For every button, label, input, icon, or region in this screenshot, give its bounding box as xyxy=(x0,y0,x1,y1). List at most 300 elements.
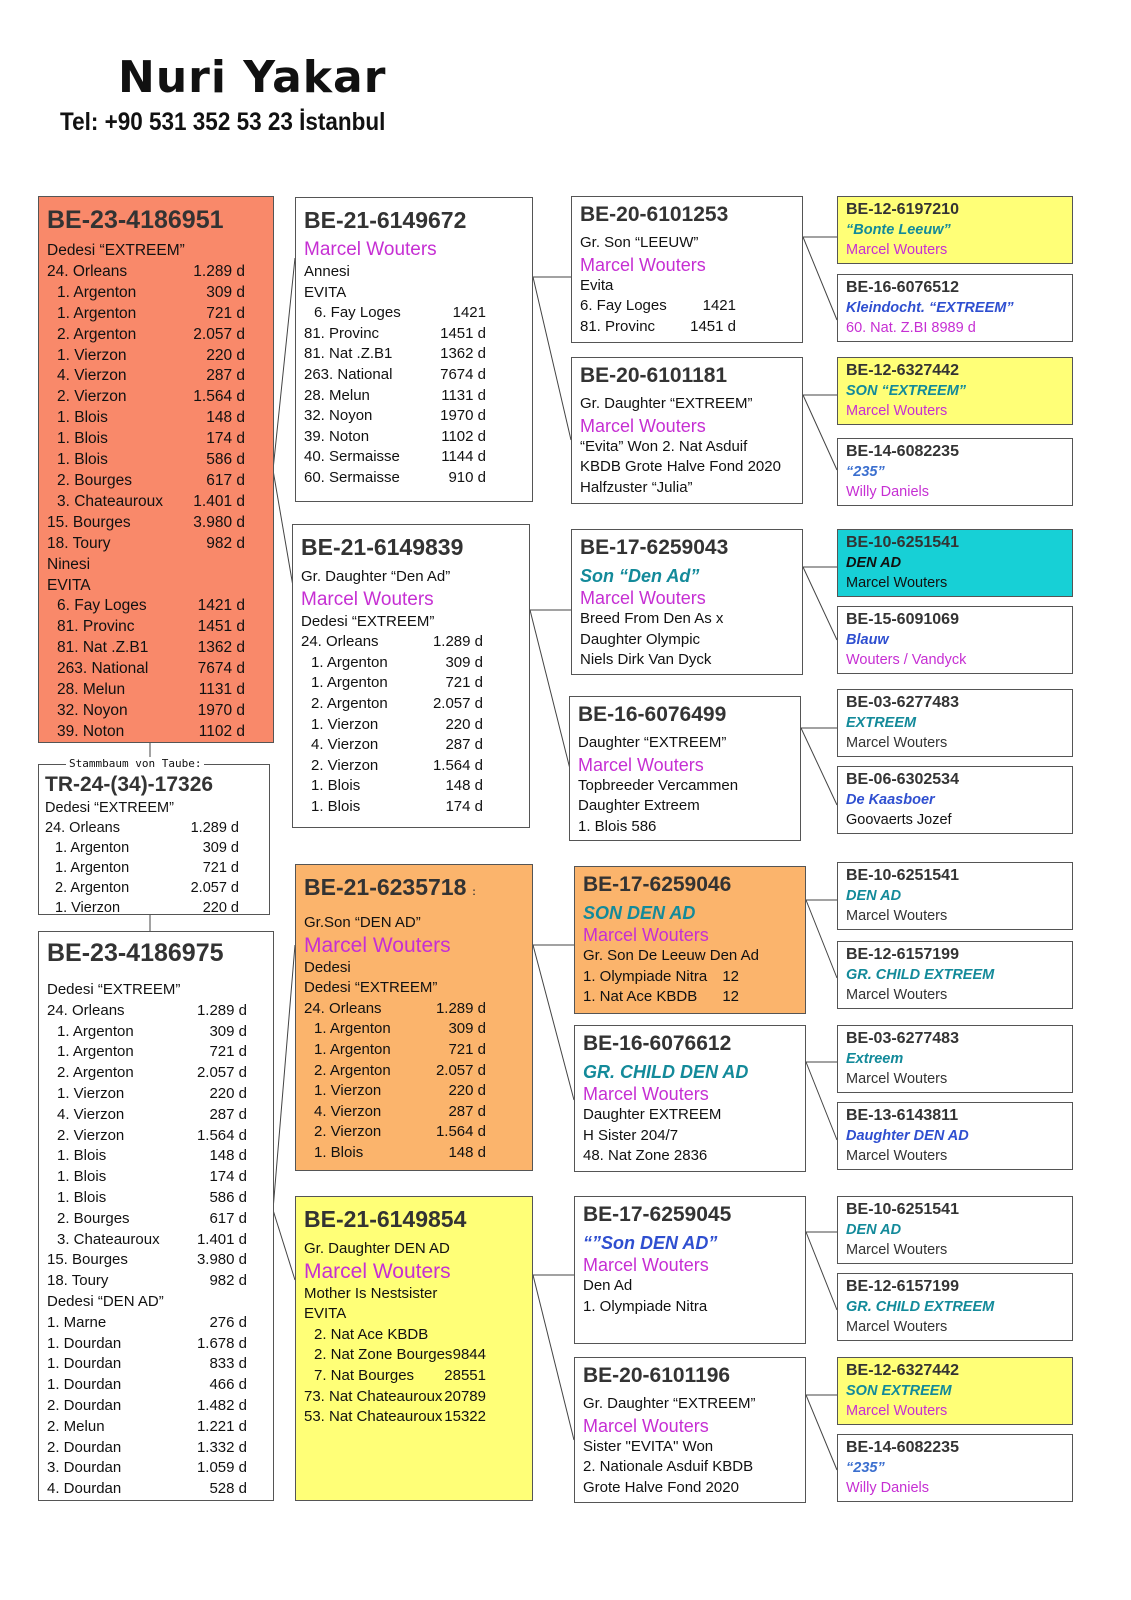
result-distance: 287 d xyxy=(206,367,245,385)
gen1-descr: Gr.Son “DEN AD” xyxy=(304,914,421,931)
result-row xyxy=(47,366,245,387)
gen3-name: Blauw xyxy=(846,632,889,648)
gen2-descr: Gr. Daughter “EXTREEM” xyxy=(583,1395,756,1412)
result-row xyxy=(304,386,486,407)
result-distance: 721 d xyxy=(448,1040,486,1058)
result-distance: 1.564 d xyxy=(435,1123,486,1141)
result-race: 39. Noton xyxy=(304,427,370,445)
result-race: 4. Vierzon xyxy=(314,1102,382,1120)
result-distance: 309 d xyxy=(209,1022,247,1040)
result-row xyxy=(47,283,245,304)
result-race: 3. Chateauroux xyxy=(57,492,163,510)
result-distance: 1144 d xyxy=(441,448,486,466)
gen3-breeder: Marcel Wouters xyxy=(846,1319,948,1335)
gen3-breeder: Marcel Wouters xyxy=(846,242,948,258)
gen3-ring-number: BE-12-6327442 xyxy=(846,362,959,379)
result-distance: 220 d xyxy=(206,346,245,364)
gen3-breeder: Marcel Wouters xyxy=(846,1148,948,1164)
gen3-ring-number: BE-14-6082235 xyxy=(846,443,959,460)
result-race: 2. Dourdan xyxy=(47,1438,122,1456)
gen3-name: SON EXTREEM xyxy=(846,1383,952,1399)
result-race: 1. Argenton xyxy=(55,840,130,856)
gen3-ring-number: BE-10-6251541 xyxy=(846,867,959,884)
result-distance: 1.289 d xyxy=(435,999,486,1017)
gen1-line: Annesi xyxy=(304,263,350,280)
gen2-line: Daughter Extreem xyxy=(578,797,700,814)
gen2-ring-number: BE-17-6259046 xyxy=(583,873,732,896)
gen3-ring-number: BE-06-6302534 xyxy=(846,771,959,788)
result-race: 6. Fay Loges xyxy=(314,304,401,322)
result-race: 28. Melun xyxy=(304,386,370,404)
result-race: 1. Vierzon xyxy=(311,715,379,733)
result-row xyxy=(47,1396,247,1417)
gen3-name: GR. CHILD EXTREEM xyxy=(846,1299,995,1315)
gen3-name: GR. CHILD EXTREEM xyxy=(846,967,995,983)
result-row xyxy=(47,492,245,513)
dam-ring-number: BE-23-4186975 xyxy=(47,939,224,967)
result-row xyxy=(47,429,245,450)
result-row xyxy=(47,1479,247,1500)
gen2-card xyxy=(574,866,806,1014)
gen3-breeder: Marcel Wouters xyxy=(846,575,948,591)
result-distance: 466 d xyxy=(209,1376,247,1394)
gen1-descr: Gr. Daughter DEN AD xyxy=(304,1240,450,1257)
result-row xyxy=(301,735,483,756)
result-distance: 1.564 d xyxy=(196,1126,247,1144)
main-evita: EVITA xyxy=(47,576,91,594)
result-race: 81. Provinc xyxy=(580,317,656,335)
gen2-card xyxy=(574,1196,806,1344)
result-distance: 910 d xyxy=(448,468,486,486)
result-race: 32. Noyon xyxy=(57,701,128,719)
result-distance: 1.482 d xyxy=(196,1396,247,1414)
result-distance: 1451 d xyxy=(197,618,245,636)
result-race: 1. Argenton xyxy=(57,1022,134,1040)
result-race: 6. Fay Loges xyxy=(580,297,667,314)
result-race: 263. National xyxy=(304,365,393,383)
result-race: 39. Noton xyxy=(57,722,125,740)
result-row xyxy=(47,387,245,408)
gen3-ring-number: BE-12-6157199 xyxy=(846,946,959,963)
result-distance: 1131 d xyxy=(198,681,245,699)
gen1-breeder: Marcel Wouters xyxy=(301,588,434,610)
gen2-descr: Gr. Son “LEEUW” xyxy=(580,234,699,251)
result-race: 1. Olympiade Nitra xyxy=(583,967,708,985)
result-distance: 2.057 d xyxy=(193,325,245,343)
gen1-ring-id: BE-21-6235718 xyxy=(304,874,467,900)
result-race: 32. Noyon xyxy=(304,407,373,425)
gen1-line: Mother Is Nestsister xyxy=(304,1284,438,1302)
result-distance: 148 d xyxy=(445,777,483,795)
result-race: 2. Argenton xyxy=(55,880,130,896)
gen2-descr: Daughter “EXTREEM” xyxy=(578,734,727,751)
result-row xyxy=(45,838,239,858)
gen2-card xyxy=(571,196,803,343)
result-distance: 617 d xyxy=(209,1209,247,1227)
main-line: Dedesi “EXTREEM” xyxy=(47,242,185,259)
gen1-results xyxy=(301,632,511,817)
result-row xyxy=(47,471,245,492)
result-distance: 220 d xyxy=(445,715,483,733)
stamm-card xyxy=(38,764,270,915)
result-row xyxy=(57,638,245,659)
result-distance: 220 d xyxy=(209,1084,247,1102)
gen1-line: Dedesi “EXTREEM” xyxy=(301,612,435,630)
result-distance: 586 d xyxy=(206,451,245,469)
gen2-breeder: Marcel Wouters xyxy=(578,754,704,775)
result-race: 81. Provinc xyxy=(304,324,380,342)
result-distance: 7674 d xyxy=(197,660,245,678)
result-distance: 28551 xyxy=(444,1366,486,1384)
result-distance: 3.980 d xyxy=(196,1251,247,1269)
gen3-card xyxy=(837,1434,1073,1502)
result-race: 1. Vierzon xyxy=(57,1084,125,1102)
stamm-results xyxy=(45,818,239,915)
result-race: 1. Marne xyxy=(47,1313,107,1331)
result-race: 81. Nat .Z.B1 xyxy=(304,345,393,363)
result-distance: 1.059 d xyxy=(196,1459,247,1477)
dam-line-2: Dedesi “DEN AD” xyxy=(47,1292,164,1310)
result-row xyxy=(47,325,245,346)
gen1-card xyxy=(295,197,533,502)
result-row xyxy=(47,1230,247,1251)
result-row xyxy=(57,617,245,638)
result-distance: 1.678 d xyxy=(196,1334,247,1352)
gen3-breeder: 60. Nat. Z.BI 8989 d xyxy=(846,320,976,336)
result-distance: 1.401 d xyxy=(196,1230,247,1248)
result-row xyxy=(45,818,239,838)
result-race: 1. Vierzon xyxy=(314,1082,382,1100)
result-row xyxy=(47,1250,247,1271)
result-race: 2. Nat Zone Bourges xyxy=(314,1346,453,1364)
result-distance: 1.289 d xyxy=(190,820,239,836)
result-row xyxy=(45,878,239,898)
gen1-line: Dedesi xyxy=(304,958,351,976)
result-row xyxy=(304,1102,486,1123)
result-race: 2. Dourdan xyxy=(47,1396,122,1414)
result-distance: 1102 d xyxy=(441,427,486,445)
result-race: 2. Vierzon xyxy=(311,756,379,774)
result-distance: 2.057 d xyxy=(432,694,483,712)
gen1-card xyxy=(295,864,533,1171)
result-row xyxy=(304,1061,486,1082)
gen2-ring-number: BE-20-6101196 xyxy=(583,1364,731,1387)
result-row xyxy=(47,1334,247,1355)
gen3-ring-number: BE-12-6197210 xyxy=(846,201,959,218)
result-race: 1. Dourdan xyxy=(47,1376,122,1394)
gen2-line: Daughter Olympic xyxy=(580,630,701,648)
result-row xyxy=(304,1040,486,1061)
result-distance: 833 d xyxy=(209,1355,247,1373)
result-race: 24. Orleans xyxy=(301,633,379,651)
result-row xyxy=(304,1345,486,1366)
gen2-card xyxy=(571,357,803,504)
result-race: 2. Melun xyxy=(47,1417,105,1435)
gen3-card xyxy=(837,1357,1073,1425)
result-row xyxy=(47,1105,247,1126)
result-distance: 287 d xyxy=(448,1102,486,1120)
gen3-ring-number: BE-16-6076512 xyxy=(846,279,959,296)
result-row xyxy=(47,1375,247,1396)
result-distance: 148 d xyxy=(448,1143,486,1161)
result-row xyxy=(47,1417,247,1438)
result-race: 24. Orleans xyxy=(47,262,128,280)
result-distance: 2.057 d xyxy=(190,880,239,896)
result-distance: 309 d xyxy=(448,1020,486,1038)
result-race: 1. Blois xyxy=(57,451,108,469)
gen3-name: Daughter DEN AD xyxy=(846,1128,969,1144)
result-distance: 721 d xyxy=(445,674,483,692)
result-race: 1. Argenton xyxy=(57,1043,134,1061)
result-row xyxy=(47,1126,247,1147)
main-ring-number: BE-23-4186951 xyxy=(47,206,224,234)
result-race: 1. Blois xyxy=(57,409,108,427)
gen3-ring-number: BE-13-6143811 xyxy=(846,1107,959,1124)
result-row xyxy=(304,406,486,427)
result-distance: 721 d xyxy=(209,1043,247,1061)
result-row xyxy=(304,303,486,324)
gen2-results xyxy=(580,296,796,337)
result-race: 28. Melun xyxy=(57,681,126,699)
gen1-card xyxy=(295,1196,533,1501)
main-ninesi: Ninesi xyxy=(47,555,91,573)
gen1-ring-number xyxy=(304,1201,514,1237)
result-row xyxy=(47,1042,247,1063)
result-distance: 1102 d xyxy=(198,722,245,740)
gen1-ring-id: BE-21-6149839 xyxy=(301,534,464,560)
gen2-line: Halfzuster “Julia” xyxy=(580,478,693,496)
gen2-card xyxy=(574,1025,806,1172)
gen3-breeder: Marcel Wouters xyxy=(846,403,948,419)
result-row xyxy=(580,317,736,338)
result-race: 263. National xyxy=(57,660,149,678)
result-distance: 174 d xyxy=(209,1168,247,1186)
result-row xyxy=(301,673,483,694)
gen2-name: GR. CHILD DEN AD xyxy=(583,1062,749,1082)
result-distance: 1362 d xyxy=(440,345,486,363)
gen3-card xyxy=(837,941,1073,1009)
gen2-breeder: Marcel Wouters xyxy=(583,1415,709,1436)
result-distance: 528 d xyxy=(209,1480,247,1498)
gen1-results xyxy=(304,1325,514,1428)
result-row xyxy=(57,701,245,722)
owner-phone: Tel: +90 531 352 53 23 İstanbul xyxy=(60,108,386,136)
gen2-line: Gr. Son De Leeuw Den Ad xyxy=(583,947,759,964)
gen2-line: 1. Olympiade Nitra xyxy=(583,1297,708,1315)
gen3-breeder: Marcel Wouters xyxy=(846,908,948,924)
gen3-breeder: Marcel Wouters xyxy=(846,735,948,751)
result-distance: 20789 xyxy=(444,1387,486,1405)
result-race: 73. Nat Chateauroux xyxy=(304,1387,443,1405)
result-distance: 2.057 d xyxy=(196,1064,247,1082)
result-row xyxy=(304,447,486,468)
gen3-ring-number: BE-15-6091069 xyxy=(846,611,959,628)
result-race: 4. Vierzon xyxy=(57,367,127,385)
result-distance: 2.057 d xyxy=(435,1061,486,1079)
result-distance: 586 d xyxy=(209,1188,247,1206)
dam-results-1 xyxy=(47,1001,247,1292)
gen1-line: Dedesi “EXTREEM” xyxy=(304,979,438,997)
gen1-card xyxy=(292,524,530,828)
main-pigeon-card xyxy=(38,196,274,743)
gen3-card xyxy=(837,606,1073,674)
gen3-card xyxy=(837,862,1073,930)
result-row xyxy=(301,694,483,715)
result-race: 1. Dourdan xyxy=(47,1334,122,1352)
result-row xyxy=(47,262,245,283)
result-race: 1. Blois xyxy=(57,1188,107,1206)
gen2-line: H Sister 204/7 xyxy=(583,1126,679,1144)
dam-results-2 xyxy=(47,1313,247,1500)
result-race: 18. Toury xyxy=(47,534,111,552)
result-distance: 1451 d xyxy=(690,317,736,335)
gen3-name: De Kaasboer xyxy=(846,792,935,808)
result-race: 60. Sermaisse xyxy=(304,468,400,486)
result-race: 4. Vierzon xyxy=(311,736,379,754)
result-distance: 1.564 d xyxy=(193,388,245,406)
gen2-line: Topbreeder Vercammen xyxy=(578,776,739,794)
result-race: 1. Argenton xyxy=(314,1040,391,1058)
result-row xyxy=(580,296,736,317)
result-row xyxy=(47,346,245,367)
gen2-breeder: Marcel Wouters xyxy=(580,415,706,436)
gen3-card xyxy=(837,689,1073,757)
result-race: 15. Bourges xyxy=(47,513,131,531)
result-row xyxy=(301,756,483,777)
gen2-ring-number: BE-17-6259045 xyxy=(583,1203,732,1226)
result-distance: 982 d xyxy=(209,1272,247,1290)
result-race: 2. Argenton xyxy=(311,694,388,712)
gen3-name: Extreem xyxy=(846,1051,904,1067)
result-race: 2. Vierzon xyxy=(57,388,127,406)
result-race: 1. Argenton xyxy=(57,283,137,301)
result-race: 2. Vierzon xyxy=(57,1126,125,1144)
result-race: 1. Nat Ace KBDB xyxy=(583,988,698,1005)
gen2-name: SON DEN AD xyxy=(583,903,696,923)
gen2-ring-number: BE-17-6259043 xyxy=(580,536,729,559)
gen3-ring-number: BE-10-6251541 xyxy=(846,534,959,551)
result-row xyxy=(47,1167,247,1188)
result-row xyxy=(47,1188,247,1209)
result-row xyxy=(47,1084,247,1105)
gen2-descr: Gr. Daughter “EXTREEM” xyxy=(580,395,753,412)
gen2-line: Den Ad xyxy=(583,1277,633,1294)
result-row xyxy=(47,513,245,534)
gen2-line: Daughter EXTREEM xyxy=(583,1106,722,1123)
result-distance: 7674 d xyxy=(440,365,486,383)
gen3-breeder: Goovaerts Jozef xyxy=(846,812,952,828)
result-row xyxy=(47,408,245,429)
gen3-card xyxy=(837,438,1073,506)
gen1-line: EVITA xyxy=(304,1305,347,1323)
result-distance: 1.401 d xyxy=(193,492,245,510)
gen3-name: DEN AD xyxy=(846,555,902,571)
gen2-results xyxy=(583,967,799,1008)
gen2-line: 48. Nat Zone 2836 xyxy=(583,1147,708,1164)
result-race: 2. Vierzon xyxy=(314,1123,382,1141)
gen3-card xyxy=(837,196,1073,264)
result-race: 40. Sermaisse xyxy=(304,448,400,466)
gen3-breeder: Willy Daniels xyxy=(846,1480,929,1496)
result-race: 1. Argenton xyxy=(314,1020,391,1038)
gen3-card xyxy=(837,274,1073,342)
result-race: 1. Blois xyxy=(57,1147,107,1165)
result-row xyxy=(57,659,245,680)
main-results-2 xyxy=(47,596,245,742)
gen1-results xyxy=(304,999,514,1164)
gen3-card xyxy=(837,766,1073,834)
gen1-breeder: Marcel Wouters xyxy=(304,1259,451,1283)
result-race: 18. Toury xyxy=(47,1272,109,1290)
result-distance: 1362 d xyxy=(197,639,245,657)
result-row xyxy=(47,1354,247,1375)
result-row xyxy=(583,967,739,988)
gen1-ring-number xyxy=(304,202,514,238)
dam-line: Dedesi “EXTREEM” xyxy=(47,981,181,998)
result-distance: 12 xyxy=(722,967,739,985)
gen1-line: EVITA xyxy=(304,283,347,301)
gen3-name: “Bonte Leeuw” xyxy=(846,222,951,238)
result-race: 4. Vierzon xyxy=(57,1105,125,1123)
result-race: 1. Argenton xyxy=(57,304,137,322)
gen1-ring-number xyxy=(304,869,514,911)
result-row xyxy=(304,1081,486,1102)
result-race: 1. Argenton xyxy=(55,860,130,876)
gen2-name: Son “Den Ad” xyxy=(580,566,700,586)
result-row xyxy=(47,1313,247,1334)
result-race: 15. Bourges xyxy=(47,1251,128,1269)
result-race: 81. Provinc xyxy=(57,618,135,636)
result-race: 6. Fay Loges xyxy=(57,597,147,615)
result-race: 2. Argenton xyxy=(314,1061,391,1079)
result-race: 3. Dourdan xyxy=(47,1459,122,1477)
main-results-1 xyxy=(47,262,245,555)
gen3-ring-number: BE-14-6082235 xyxy=(846,1439,959,1456)
result-distance: 148 d xyxy=(206,409,245,427)
result-race: 2. Argenton xyxy=(57,1064,134,1082)
result-race: 1. Dourdan xyxy=(47,1355,122,1373)
gen2-card xyxy=(574,1357,806,1503)
gen1-descr: Gr. Daughter “Den Ad” xyxy=(301,568,451,585)
gen2-line: Breed From Den As x xyxy=(580,610,724,627)
gen3-name: DEN AD xyxy=(846,888,902,904)
result-row xyxy=(47,1146,247,1167)
result-distance: 309 d xyxy=(202,840,239,856)
result-row xyxy=(304,427,486,448)
result-distance: 309 d xyxy=(445,653,483,671)
result-distance: 1421 d xyxy=(197,597,245,615)
gen3-breeder: Wouters / Vandyck xyxy=(846,652,967,668)
gen3-name: “235” xyxy=(846,464,885,480)
result-distance: 1.289 d xyxy=(432,633,483,651)
gen3-card xyxy=(837,357,1073,425)
result-distance: 721 d xyxy=(206,304,245,322)
result-race: 1. Blois xyxy=(57,1168,107,1186)
gen2-card xyxy=(571,529,803,675)
result-distance: 220 d xyxy=(202,900,239,915)
gen2-line: Niels Dirk Van Dyck xyxy=(580,651,712,668)
result-row xyxy=(304,1019,486,1040)
result-row xyxy=(47,1063,247,1084)
gen1-ring-number xyxy=(301,529,511,565)
gen2-line: 2. Nationale Asduif KBDB xyxy=(583,1458,754,1475)
gen2-ring-number: BE-20-6101253 xyxy=(580,203,729,226)
result-race: 24. Orleans xyxy=(304,999,382,1017)
result-distance: 220 d xyxy=(448,1082,486,1100)
result-row xyxy=(47,1022,247,1043)
gen2-breeder: Marcel Wouters xyxy=(583,925,709,945)
result-distance: 12 xyxy=(722,988,739,1005)
